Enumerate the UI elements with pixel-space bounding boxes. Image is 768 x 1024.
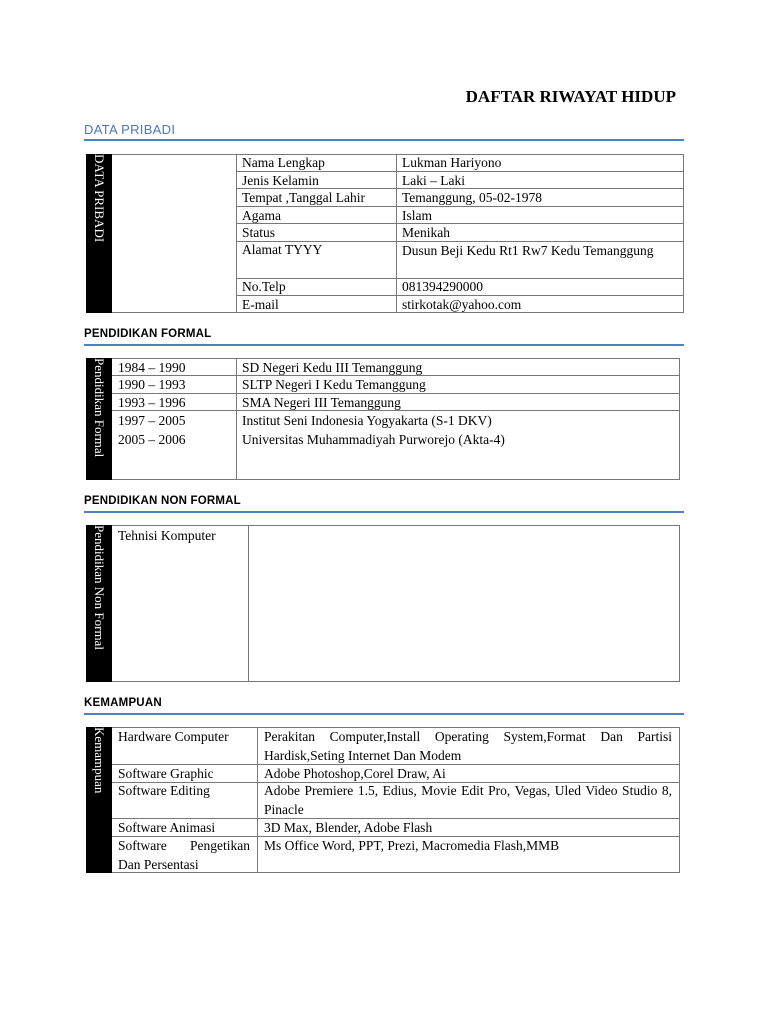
- field-label: Status: [242, 225, 276, 240]
- education-period: 1984 – 1990: [118, 360, 186, 375]
- education-period: 2005 – 2006: [118, 432, 186, 447]
- field-value: Islam: [402, 208, 432, 223]
- field-value: stirkotak@yahoo.com: [402, 297, 522, 312]
- field-value-address: Dusun Beji Kedu Rt1 Rw7 Kedu Temanggung: [402, 243, 654, 258]
- education-period: 1990 – 1993: [118, 377, 186, 392]
- pendidikan-non-formal-side-label: [86, 525, 112, 682]
- field-label: E-mail: [242, 297, 279, 312]
- skill-detail: 3D Max, Blender, Adobe Flash: [264, 820, 433, 835]
- data-pribadi-table: [86, 154, 684, 313]
- section-title-kemampuan: KEMAMPUAN: [84, 697, 162, 709]
- column-divider: [248, 525, 249, 682]
- side-label-text: Pendidikan Formal: [92, 358, 107, 458]
- row-divider: [236, 223, 684, 224]
- education-school: Institut Seni Indonesia Yogyakarta (S-1 DKV): [242, 413, 492, 428]
- column-divider: [236, 358, 237, 480]
- skill-detail: Adobe Premiere 1.5, Edius, Movie Edit Pro, Vegas, Uled Video Studio 8, Pinacle: [264, 783, 672, 817]
- skill-detail: Perakitan Computer,Install Operating System,Format Dan Partisi Hardisk,Seting Internet Dan Modem: [264, 729, 672, 763]
- field-value: Menikah: [402, 225, 450, 240]
- field-label: No.Telp: [242, 279, 286, 294]
- course-name: Tehnisi Komputer: [118, 528, 216, 543]
- field-label: Tempat ,Tanggal Lahir: [242, 190, 365, 205]
- education-school: SLTP Negeri I Kedu Temanggung: [242, 377, 426, 392]
- skill-name: Software Editing: [118, 783, 210, 798]
- education-school: SD Negeri Kedu III Temanggung: [242, 360, 423, 375]
- field-label: Jenis Kelamin: [242, 173, 319, 188]
- section-divider: [84, 713, 684, 715]
- education-school: Universitas Muhammadiyah Purworejo (Akta-4): [242, 432, 505, 447]
- pendidikan-non-formal-table: [86, 525, 680, 682]
- skill-detail: Adobe Photoshop,Corel Draw, Ai: [264, 766, 446, 781]
- document-title: DAFTAR RIWAYAT HIDUP: [465, 87, 676, 106]
- skill-name: Software Graphic: [118, 766, 214, 781]
- side-label-text: Kemampuan: [92, 727, 107, 794]
- field-value: 081394290000: [402, 279, 483, 294]
- column-divider: [396, 154, 397, 313]
- section-divider: [84, 511, 684, 513]
- data-pribadi-side-label: [86, 154, 112, 313]
- section-title-pendidikan-non-formal: PENDIDIKAN NON FORMAL: [84, 495, 241, 507]
- row-divider: [236, 206, 684, 207]
- field-value: Laki – Laki: [402, 173, 465, 188]
- column-divider: [236, 154, 237, 313]
- skill-name: Hardware Computer: [118, 729, 229, 744]
- kemampuan-side-label: [86, 727, 112, 873]
- skill-name: Software Animasi: [118, 820, 216, 835]
- skill-name: Software Pengetikan Dan Persentasi: [118, 838, 250, 872]
- side-label-text: DATA PRIBADI: [92, 154, 107, 243]
- education-school: SMA Negeri III Temanggung: [242, 395, 401, 410]
- column-divider: [257, 727, 258, 873]
- section-divider: [84, 139, 684, 141]
- education-period: 1997 – 2005: [118, 413, 186, 428]
- section-title-pendidikan-formal: PENDIDIKAN FORMAL: [84, 328, 212, 340]
- section-divider: [84, 344, 684, 346]
- pendidikan-formal-side-label: [86, 358, 112, 480]
- skill-detail: Ms Office Word, PPT, Prezi, Macromedia Flash,MMB: [264, 838, 560, 853]
- field-label: Agama: [242, 208, 281, 223]
- field-label: Alamat TYYY: [242, 242, 323, 257]
- field-value: Temanggung, 05-02-1978: [402, 190, 543, 205]
- education-period: 1993 – 1996: [118, 395, 186, 410]
- field-label: Nama Lengkap: [242, 155, 325, 170]
- field-value: Lukman Hariyono: [402, 155, 502, 170]
- section-title-data-pribadi: DATA PRIBADI: [84, 122, 176, 137]
- side-label-text: Pendidikan Non Formal: [92, 525, 107, 650]
